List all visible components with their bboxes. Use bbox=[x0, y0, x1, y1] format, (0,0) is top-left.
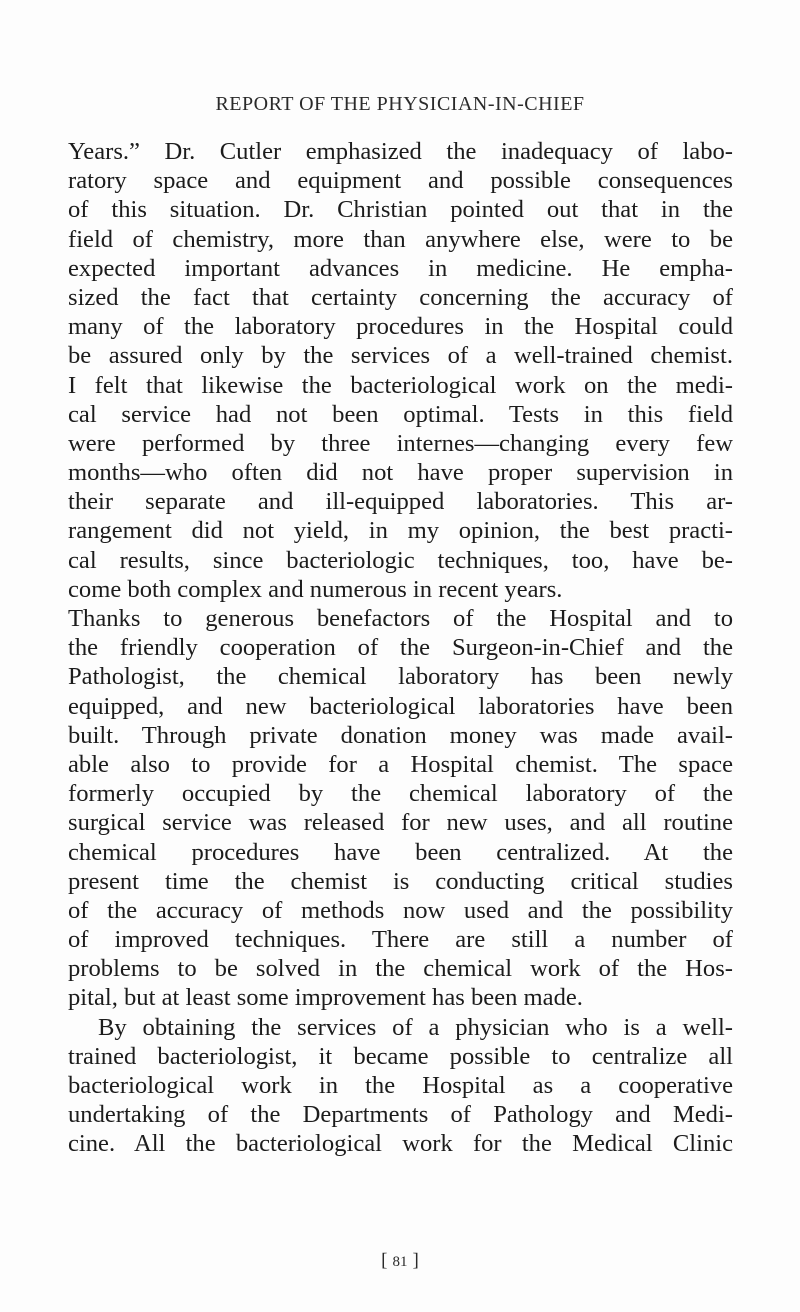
text-line: of improved techniques. There are still a number of bbox=[68, 926, 733, 954]
text-line: Thanks to generous benefactors of the Hospital and to bbox=[68, 605, 733, 632]
text-line: months—who often did not have proper supervision in bbox=[68, 459, 733, 487]
text-line: able also to provide for a Hospital chemist. The space bbox=[68, 750, 733, 778]
text-line: By obtaining the services of a physician who is a well- bbox=[98, 1013, 733, 1041]
right-bracket: ] bbox=[412, 1250, 419, 1271]
text-line: the friendly cooperation of the Surgeon-in-Chief and the bbox=[68, 634, 733, 662]
text-line: surgical service was released for new uses, and all routine bbox=[68, 809, 733, 837]
text-line: Years.” Dr. Cutler emphasized the inadequacy of labo- bbox=[68, 138, 733, 165]
text-line: cal service had not been optimal. Tests in this field bbox=[68, 400, 733, 428]
text-line: formerly occupied by the chemical laboratory of the bbox=[68, 780, 733, 808]
text-line: expected important advances in medicine. He empha- bbox=[68, 254, 733, 282]
body-text bbox=[68, 137, 733, 1159]
page-number-value: 81 bbox=[392, 1254, 408, 1270]
running-head: REPORT OF THE PHYSICIAN-IN-CHIEF bbox=[215, 93, 585, 115]
text-line: ratory space and equipment and possible consequences bbox=[68, 167, 733, 195]
text-line: built. Through private donation money was made avail- bbox=[68, 721, 733, 749]
left-bracket: [ bbox=[381, 1250, 388, 1271]
text-line: their separate and ill-equipped laboratories. This ar- bbox=[68, 488, 733, 516]
text-line: of this situation. Dr. Christian pointed out that in the bbox=[68, 196, 733, 224]
text-line: were performed by three internes—changing every few bbox=[68, 429, 733, 457]
text-line: cal results, since bacteriologic techniques, too, have be- bbox=[68, 546, 733, 574]
text-line: come both complex and numerous in recent years. bbox=[68, 575, 563, 603]
text-line: bacteriological work in the Hospital as a cooperative bbox=[68, 1072, 733, 1099]
text-line: field of chemistry, more than anywhere else, were to be bbox=[68, 225, 733, 253]
text-line: of the accuracy of methods now used and the possibility bbox=[68, 896, 733, 924]
text-line: sized the fact that certainty concerning the accuracy of bbox=[68, 283, 733, 311]
text-line: be assured only by the services of a well-trained chemist. bbox=[68, 342, 733, 370]
text-line: Pathologist, the chemical laboratory has been newly bbox=[68, 663, 733, 691]
text-line: equipped, and new bacteriological laboratories have been bbox=[68, 692, 733, 720]
text-line: rangement did not yield, in my opinion, the best practi- bbox=[68, 517, 733, 545]
text-line: many of the laboratory procedures in the Hospital could bbox=[68, 313, 733, 341]
text-line: problems to be solved in the chemical work of the Hos- bbox=[68, 955, 733, 983]
text-line: pital, but at least some improvement has been made. bbox=[68, 984, 583, 1012]
text-line: present time the chemist is conducting critical studies bbox=[68, 867, 733, 895]
page-number bbox=[0, 1250, 800, 1272]
text-line: cine. All the bacteriological work for the Medical Clinic bbox=[68, 1130, 733, 1158]
text-line: chemical procedures have been centralized. At the bbox=[68, 838, 733, 866]
text-line: trained bacteriologist, it became possible to centralize all bbox=[68, 1042, 733, 1070]
text-line: I felt that likewise the bacteriological work on the medi- bbox=[68, 371, 733, 399]
text-line: undertaking of the Departments of Pathology and Medi- bbox=[68, 1101, 733, 1129]
